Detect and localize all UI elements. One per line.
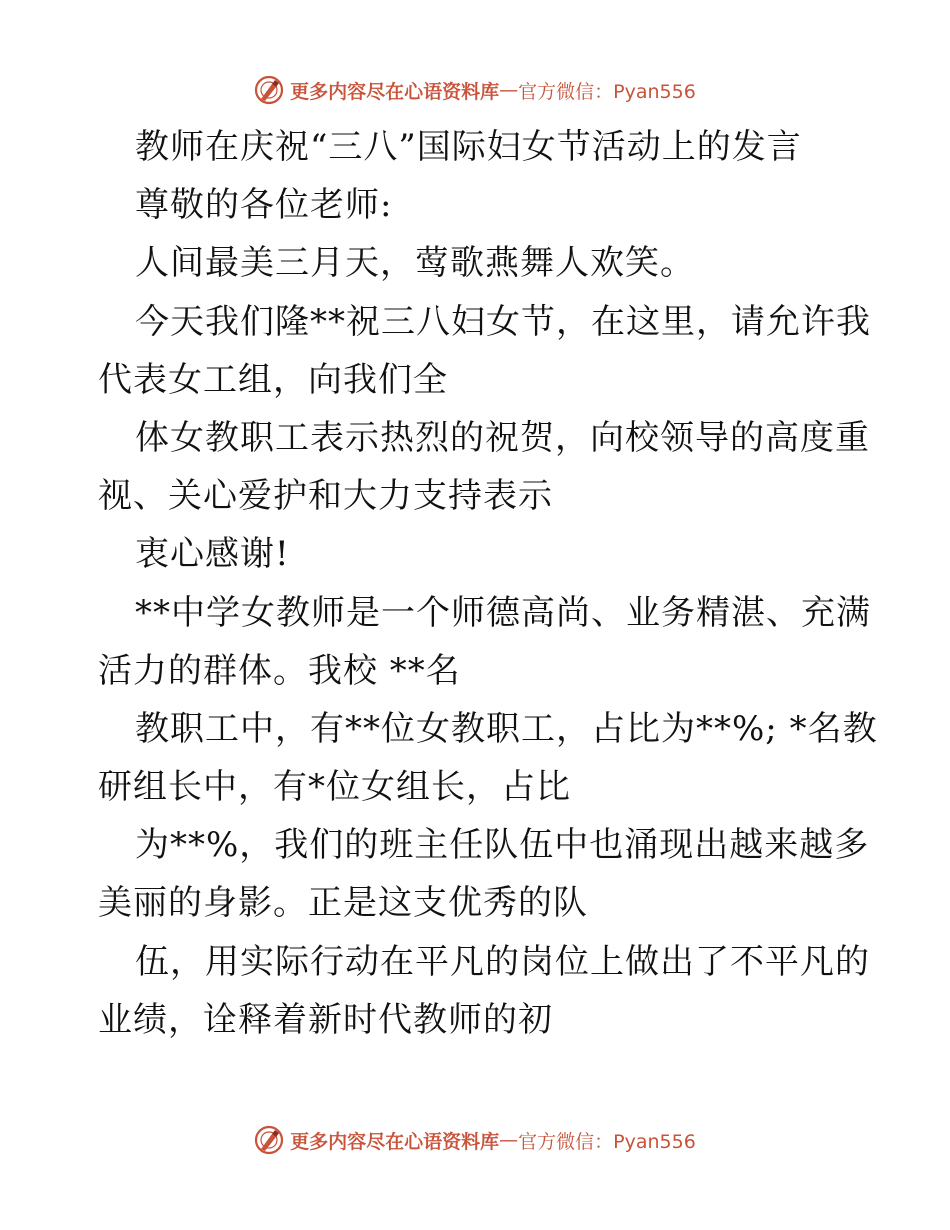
document-line: 伍，用实际行动在平凡的岗位上做出了不平凡的 [135, 941, 870, 982]
document-line: 教职工中，有**位女教职工，占比为**%; *名教 [135, 708, 878, 749]
document-line: 研组长中，有*位女组长，占比 [98, 767, 571, 808]
document-line: 教师在庆祝“三八”国际妇女节活动上的发言 [135, 127, 802, 167]
document-line: 业绩，诠释着新时代教师的初 [98, 999, 553, 1040]
document-line: 衷心感谢! [135, 534, 290, 575]
footer-banner-text: 更多内容尽在心语资料库 [290, 1130, 500, 1153]
document-line: **中学女教师是一个师德高尚、业务精湛、充满 [135, 592, 871, 633]
pen-logo-icon [254, 1125, 284, 1155]
document-line: 体女教职工表示热烈的祝贺，向校领导的高度重 [135, 417, 870, 458]
pen-logo-icon [254, 75, 284, 105]
document-line: 美丽的身影。正是这支优秀的队 [98, 883, 588, 924]
header-banner [0, 70, 950, 110]
header-banner-text: 更多内容尽在心语资料库 [290, 80, 500, 103]
document-line: 今天我们隆**祝三八妇女节，在这里，请允许我 [135, 301, 871, 342]
document-line: 为**%，我们的班主任队伍中也涌现出越来越多 [135, 825, 870, 866]
footer-banner [0, 1120, 950, 1160]
header-banner-dash: — [499, 79, 519, 101]
header-wechat-text: 官方微信：Pyan556 [518, 80, 696, 103]
document-line: 尊敬的各位老师: [135, 185, 393, 226]
document-line: 视、关心爱护和大力支持表示 [98, 476, 553, 517]
document-line: 人间最美三月天，莺歌燕舞人欢笑。 [135, 243, 695, 284]
footer-wechat-text: 官方微信：Pyan556 [518, 1130, 696, 1153]
footer-banner-dash: — [499, 1129, 519, 1151]
document-body [98, 118, 878, 1049]
document-line: 代表女工组，向我们全 [98, 359, 448, 400]
document-line: 活力的群体。我校 **名 [98, 650, 461, 691]
